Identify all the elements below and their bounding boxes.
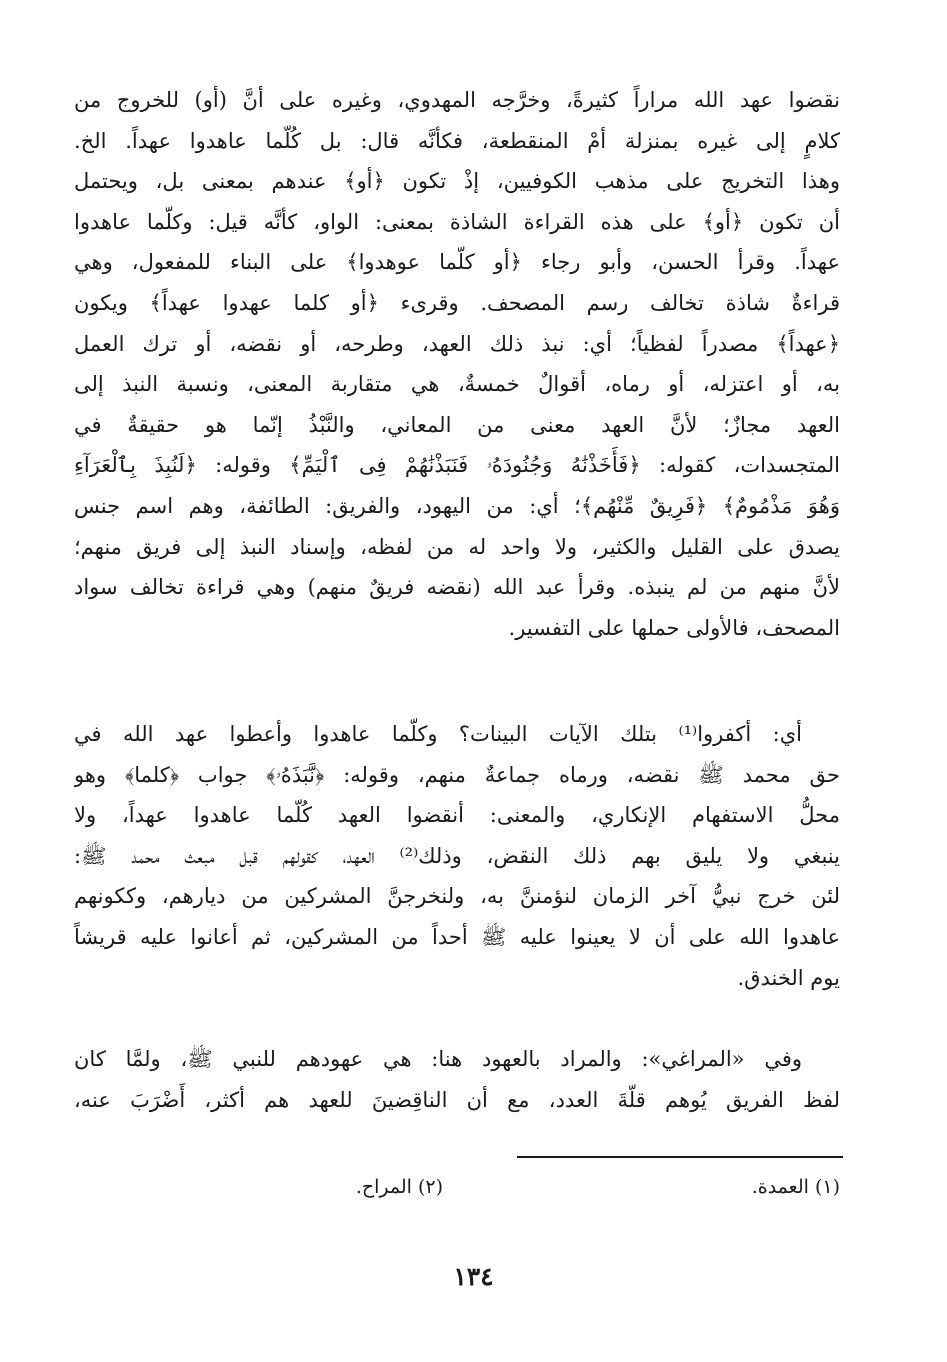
text-line: وفي «المراغي»: والمراد بالعهود هنا: هي عهودهم للنبي ﷺ، ولمَّا كان	[74, 1047, 802, 1071]
text-line: نقضوا عهد الله مراراً كثيرةً، وخرَّجه المهدوي، وغيره على أنَّ (أو) للخروج من	[74, 88, 840, 112]
text-line: ﴿عهداً﴾ مصدراً لفظياً؛ أي: نبذ ذلك العهد، وطرحه، أو نقضه، أو ترك العمل	[74, 331, 840, 356]
text-line: يوم الخندق.	[737, 965, 840, 990]
text-line: قراءةٌ شاذة تخالف رسم المصحف. وقرىء ﴿أو كلما عهدوا عهداً﴾ ويكون	[74, 290, 840, 315]
text-line: لأنَّ منهم من لم ينبذه. وقرأ عبد الله (نقضه فريقٌ منهم) وهي قراءة تخالف سواد	[74, 575, 840, 600]
footnote-1: (١) العمدة.	[751, 1176, 840, 1198]
footnotes	[74, 1172, 840, 1206]
paragraph-meaning	[74, 714, 840, 998]
paragraph-tafsir-commentary	[74, 80, 840, 648]
page-number: ١٣٤	[453, 1262, 494, 1291]
text-line: وَهُوَ مَذْمُومٌ﴾ ﴿فَرِيقٌ مِّنْهُم﴾؛ أي: من اليهود، والفريق: الطائفة، وهم اسم جنس	[74, 493, 840, 518]
footnote-separator	[517, 1156, 843, 1158]
text-line: كلامٍ إلى غيره بمنزلة أمْ المنقطعة، فكأنَّه قال: بل كُلّما عاهدوا عهداً. الخ.	[74, 128, 840, 153]
text-line: عاهدوا الله على أن لا يعينوا عليه ﷺ أحداً من المشركين، ثم أعانوا عليه قريشاً	[74, 924, 840, 949]
text-line: عهداً. وقرأ الحسن، وأبو رجاء ﴿أو كلّما عوهدوا﴾ على البناء للمفعول، وهي	[74, 250, 840, 275]
text-line: ينبغي ولا يليق بهم ذلك النقض، وذلك⁽²⁾ العهد، كقولهم قبل مبعث محمد ﷺ:	[74, 843, 840, 868]
text-line: حق محمد ﷺ نقضه، ورماه جماعةٌ منهم، وقوله: ﴿نَّبَذَهُۥ﴾ جواب ﴿كلما﴾ وهو	[74, 762, 840, 787]
text-line: به، أو اعتزله، أو رماه، أقوالٌ خمسةٌ، هي متقاربة المعنى، ونسبة النبذ إلى	[74, 372, 840, 397]
text-line: العهد مجازٌ؛ لأنَّ العهد معنى من المعاني، والنَّبْذُ إنّما هو حقيقةٌ في	[74, 412, 840, 437]
text-line: لئن خرج نبيُّ آخر الزمان لنؤمننَّ به، ولنخرجنَّ المشركين من ديارهم، وككونهم	[74, 884, 840, 909]
text-line: محلُّ الاستفهام الإنكاري، والمعنى: أنقضوا العهد كُلّما عاهدوا عهداً، ولا	[74, 803, 840, 828]
footnote-2: (٢) المراح.	[355, 1176, 443, 1198]
text-line: لفظ الفريق يُوهم قلّةَ العدد، مع أن الناقِضينَ للعهد هم أكثر، أَضْرَبَ عنه،	[74, 1087, 840, 1112]
text-line: أن تكون ﴿أو﴾ على هذه القراءة الشاذة بمعنى: الواو، كأنَّه قيل: وكلّما عاهدوا	[74, 209, 840, 234]
text-line: المتجسدات، كقوله: ﴿فَأَخَذْنَٰهُ وَجُنُودَهُۥ فَنَبَذْنَٰهُمْ فِى ٱلْيَمِّ﴾ وقوله: ﴿لَنُبِذَ بِٱلْعَرَآءِ	[74, 453, 840, 478]
text-line: أي: أكفروا⁽¹⁾ بتلك الآيات البينات؟ وكلّما عاهدوا وأعطوا عهد الله في	[74, 722, 802, 746]
text-line: وهذا التخريج على مذهب الكوفيين، إذْ تكون ﴿أو﴾ عندهم بمعنى بل، ويحتمل	[74, 169, 840, 194]
text-line: المصحف، فالأولى حملها على التفسير.	[508, 615, 840, 640]
paragraph-maraghi	[74, 1039, 840, 1120]
text-line: يصدق على القليل والكثير، ولا واحد له من لفظه، وإسناد النبذ إلى فريق منهم؛	[74, 534, 840, 559]
